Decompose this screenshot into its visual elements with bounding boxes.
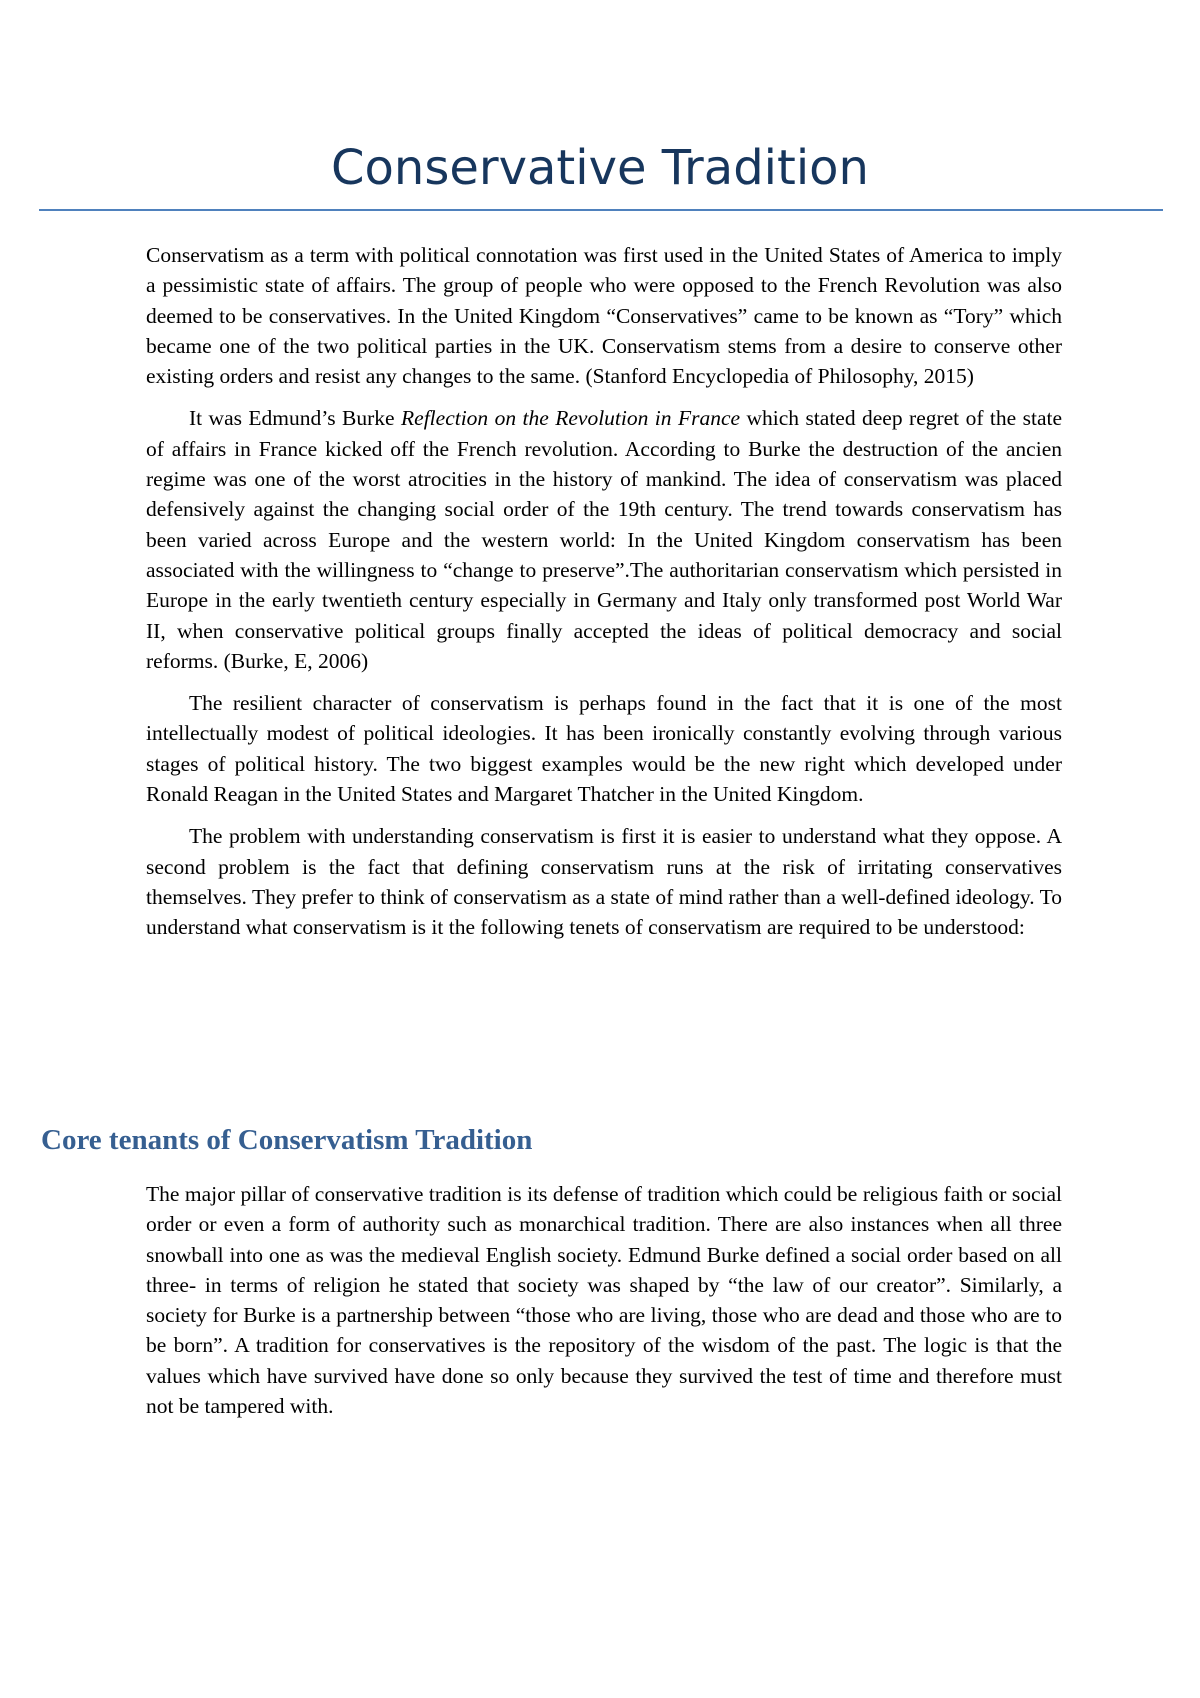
- paragraph-1: Conservatism as a term with political connotation was first used in the United States of America to imply a pessimistic state of affairs. The group of people who were opposed to the French Revolution was also deemed to be conservatives. In the United Kingdom “Conservatives” came to be known as “Tory” which became one of the two political parties in the UK. Conservatism stems from a desire to conserve other existing orders and resist any changes to the same. (Stanford Encyclopedia of Philosophy, 2015): [146, 243, 1062, 389]
- paragraph-4: The problem with understanding conservatism is first it is easier to understand what they oppose. A second problem is the fact that defining conservatism runs at the risk of irritating conservatives themselves. They prefer to think of conservatism as a state of mind rather than a well-defined ideology. To understand what conservatism is it the following tenets of conservatism are required to be understood:: [146, 824, 1062, 940]
- paragraph-2-start: It was Edmund’s Burke: [189, 406, 402, 431]
- intro-section: [146, 240, 1062, 955]
- section-paragraph-1: The major pillar of conservative tradition is its defense of tradition which could be religious faith or social order or even a form of authority such as monarchical tradition. There are also instances when all three snowball into one as was the medieval English society. Edmund Burke defined a social order based on all three- in terms of religion he stated that society was shaped by “the law of our creator”. Similarly, a society for Burke is a partnership between “those who are living, those who are dead and those who are to be born”. A tradition for conservatives is the repository of the wisdom of the past. The logic is that the values which have survived have done so only because they survived the test of time and therefore must not be tampered with.: [146, 1182, 1062, 1419]
- paragraph-2-end: which stated deep regret of the state of affairs in France kicked off the French revolution. According to Burke the destruction of the ancien regime was one of the worst atrocities in the history of mankind. The idea of conservatism was placed defensively against the changing social order of the 19th century. The trend towards conservatism has been varied across Europe and the western world: In the United Kingdom conservatism has been associated with the willingness to “change to preserve”.The authoritarian conservatism which persisted in Europe in the early twentieth century especially in Germany and Italy only transformed post World War II, when conservative political groups finally accepted the ideas of political democracy and social reforms. (Burke, E, 2006): [146, 406, 1063, 673]
- paragraph-3: The resilient character of conservatism is perhaps found in the fact that it is one of the most intellectually modest of political ideologies. It has been ironically constantly evolving through various stages of political history. The two biggest examples would be the new right which developed under Ronald Reagan in the United States and Margaret Thatcher in the United Kingdom.: [146, 691, 1062, 807]
- title-divider: [39, 209, 1163, 211]
- core-tenants-section: [146, 1179, 1062, 1433]
- section-heading: Core tenants of Conservatism Tradition: [41, 1124, 533, 1156]
- page-title: Conservative Tradition: [331, 140, 869, 196]
- paragraph-2: [146, 403, 1062, 676]
- book-title: Reflection on the Revolution in France: [401, 406, 741, 431]
